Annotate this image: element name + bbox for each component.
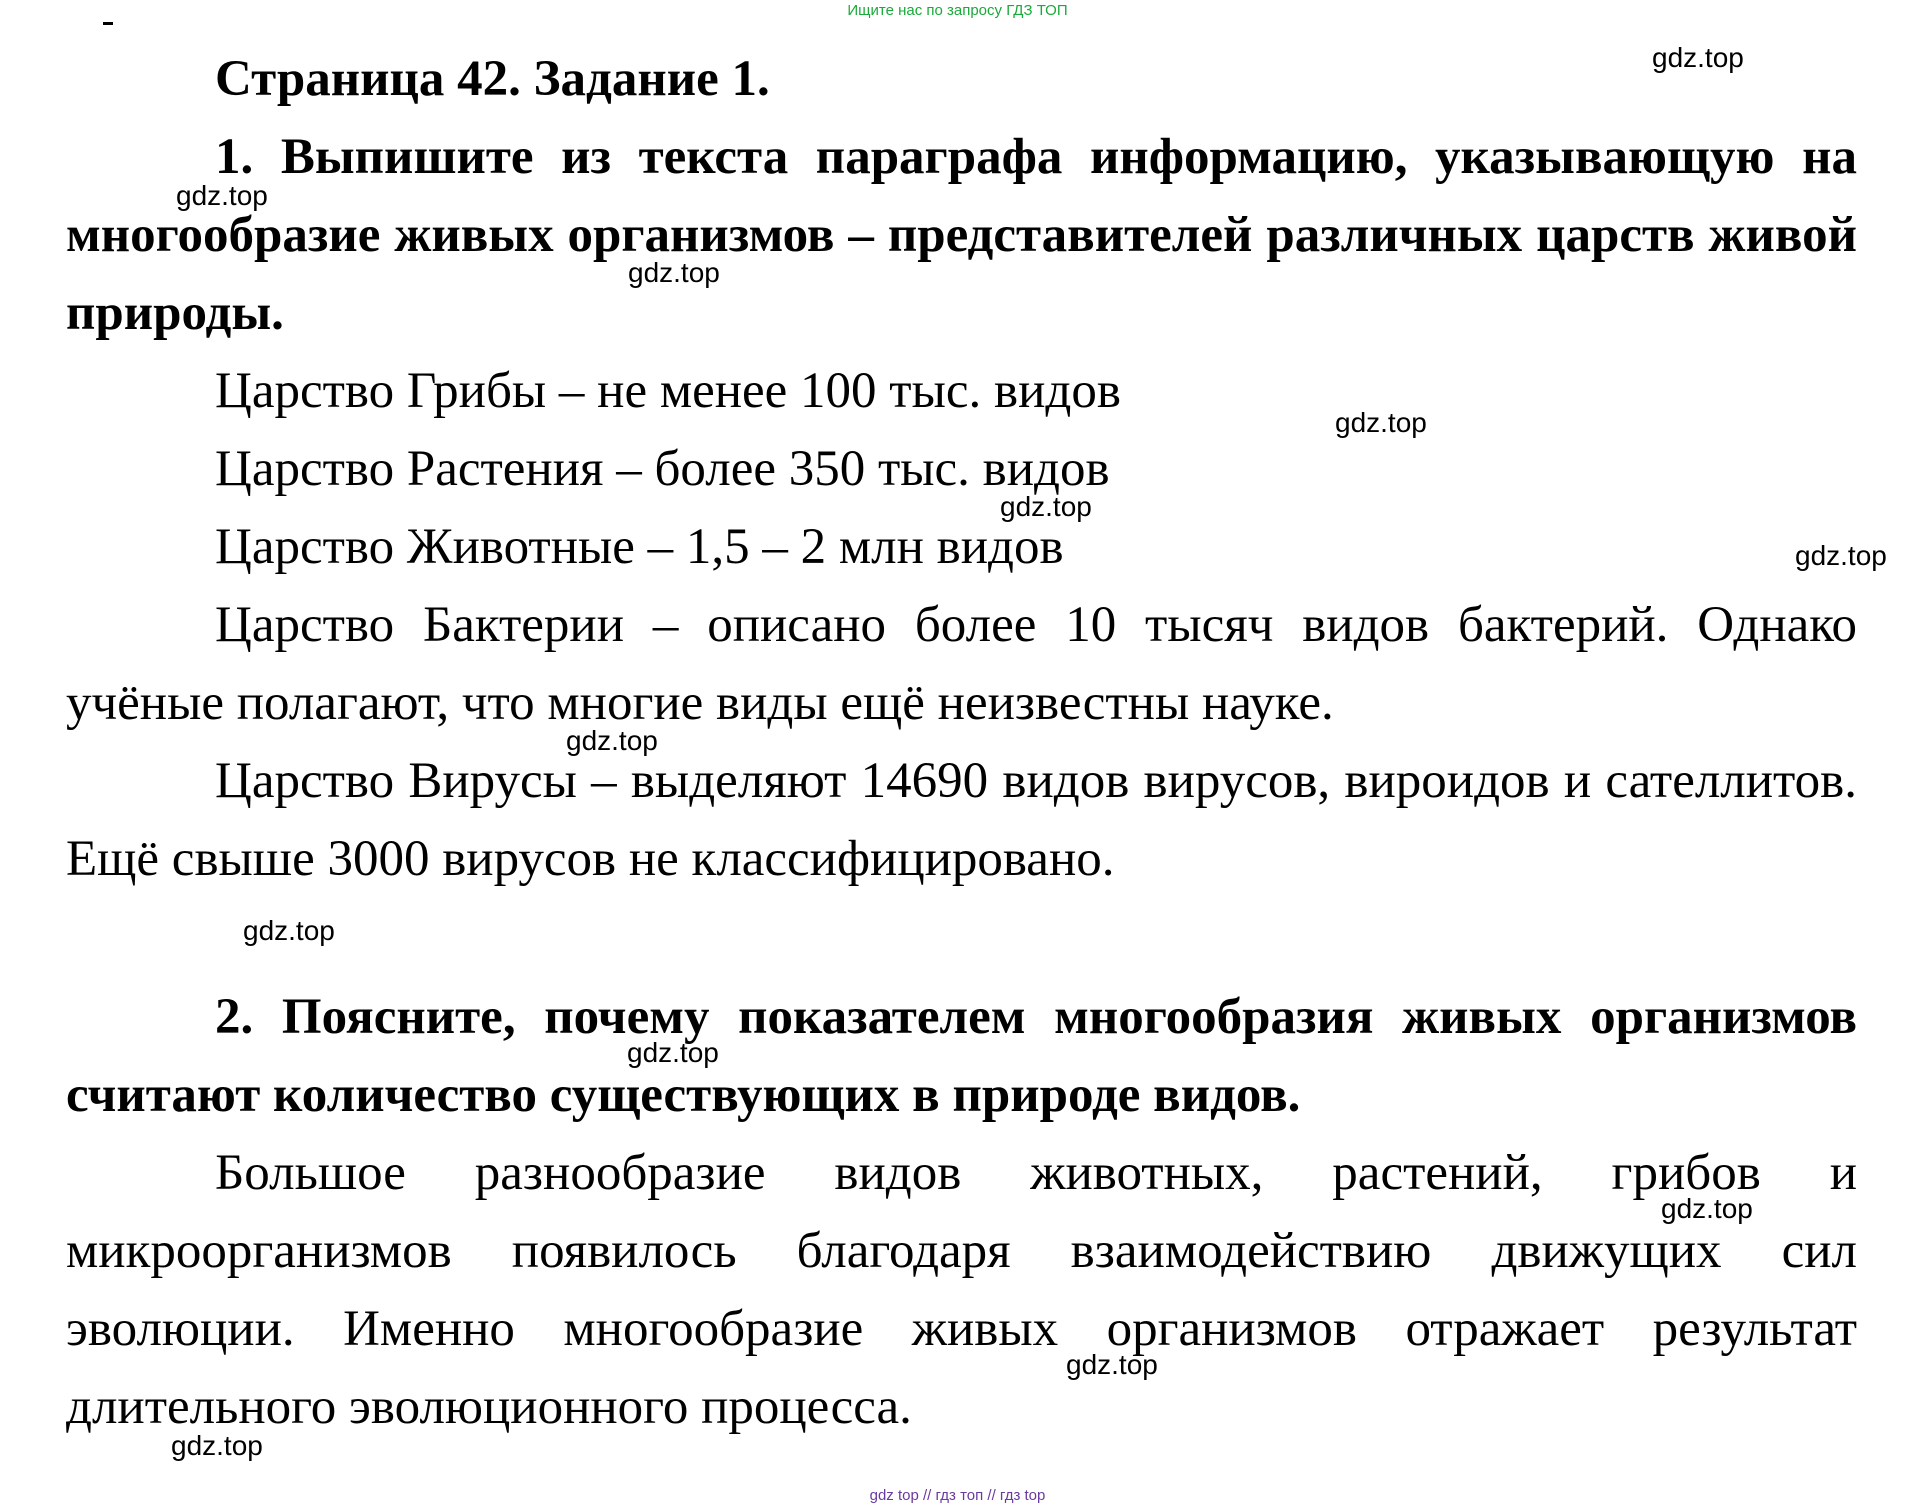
question-1: 1. Выпишите из текста параграфа информацию, указывающую на многообразие живых организмов – представителей различных царств живой природы.	[66, 129, 1857, 341]
page-title: Страница 42. Задание 1.	[215, 51, 770, 107]
answer-plants: Царство Растения – более 350 тыс. видов	[215, 441, 1110, 497]
question-2: 2. Поясните, почему показателем многообразия живых организмов считают количество существующих в природе видов.	[66, 989, 1857, 1123]
watermark: gdz.top	[1335, 407, 1427, 438]
answer-bacteria: Царство Бактерии – описано более 10 тысяч видов бактерий. Однако учёные полагают, что многие виды ещё неизвестны науке.	[66, 597, 1857, 731]
watermark: gdz.top	[1795, 540, 1887, 571]
answer-fungi: Царство Грибы – не менее 100 тыс. видов	[215, 363, 1121, 419]
document-body	[66, 40, 1857, 1446]
answer-viruses: Царство Вирусы – выделяют 14690 видов вирусов, вироидов и сателлитов. Ещё свыше 3000 вирусов не классифицировано.	[66, 753, 1857, 887]
watermark: gdz.top	[1652, 42, 1744, 73]
watermark: gdz.top	[1661, 1193, 1753, 1224]
answer-2: Большое разнообразие видов животных, растений, грибов и микроорганизмов появилось благодаря взаимодействию движущих сил эволюции. Именно многообразие живых организмов отражает результат длительного эволюционного процесса.	[66, 1145, 1857, 1435]
top-banner[interactable]: Ищите нас по запросу ГДЗ ТОП	[847, 2, 1068, 19]
corner-mark	[103, 22, 113, 25]
watermark: gdz.top	[628, 257, 720, 288]
watermark: gdz.top	[176, 180, 268, 211]
watermark: gdz.top	[1000, 491, 1092, 522]
watermark: gdz.top	[171, 1430, 263, 1461]
footer-links[interactable]: gdz top // гдз топ // гдз top	[869, 1487, 1046, 1504]
watermark: gdz.top	[243, 915, 335, 946]
watermark: gdz.top	[566, 725, 658, 756]
answer-animals: Царство Животные – 1,5 – 2 млн видов	[215, 519, 1064, 575]
watermark: gdz.top	[627, 1037, 719, 1068]
watermark: gdz.top	[1066, 1349, 1158, 1380]
